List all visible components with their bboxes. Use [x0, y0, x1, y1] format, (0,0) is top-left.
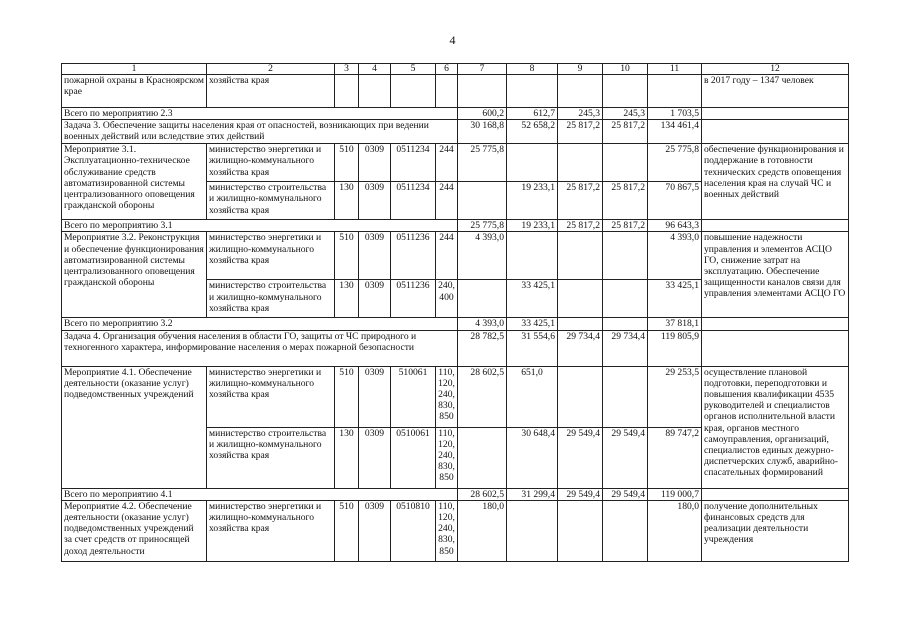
- expense-type-cell: 244: [436, 232, 458, 280]
- note-cell: осуществление плановой подготовки, переподготовки и повышения квалификации 4535 руководителей и специалистов органов исполнительной власти края, органов местного самоуправления, организаций, специалистов единых дежурно-диспетчерских служб, аварийно-спасательных формирований: [702, 366, 849, 488]
- org-cell: министерство энергетики и жилищно-коммунального хозяйства края: [207, 232, 335, 280]
- grbs-cell: 510: [335, 500, 359, 561]
- value-cell: 30 648,4: [507, 427, 558, 488]
- col-header: 9: [558, 64, 603, 75]
- grbs-cell: 130: [335, 182, 359, 220]
- value-cell: 70 867,5: [648, 182, 702, 220]
- value-cell: 28 782,5: [458, 330, 507, 366]
- total-row: [62, 220, 849, 232]
- section-cell: 0309: [359, 232, 391, 280]
- grbs-cell: 130: [335, 427, 359, 488]
- value-cell: 31 554,6: [507, 330, 558, 366]
- table-row: [62, 500, 849, 561]
- value-cell: 29 734,4: [603, 330, 648, 366]
- col-header: 12: [702, 64, 849, 75]
- value-cell: 245,3: [558, 108, 603, 120]
- table-row: [62, 144, 849, 182]
- target-item-cell: 0511234: [391, 182, 436, 220]
- task-row: [62, 330, 849, 366]
- col-header: 7: [458, 64, 507, 75]
- org-cell: министерство строительства и жилищно-коммунального хозяйства края: [207, 182, 335, 220]
- value-cell: 651,0: [507, 366, 558, 427]
- expense-type-cell: 110, 120, 240, 830, 850: [436, 500, 458, 561]
- grbs-cell: 130: [335, 280, 359, 318]
- value-cell: 29 549,4: [558, 427, 603, 488]
- col-header: 3: [335, 64, 359, 75]
- note-cell: в 2017 году – 1347 человек: [702, 75, 849, 108]
- task-row: [62, 120, 849, 144]
- task-label: Задача 3. Обеспечение защиты населения края от опасностей, возникающих при ведении военных действий или вследствие этих действий: [62, 120, 458, 144]
- budget-table: [61, 63, 849, 562]
- value-cell: 29 253,5: [648, 366, 702, 427]
- col-header: 1: [62, 64, 207, 75]
- expense-type-cell: 110, 120, 240, 830, 850: [436, 366, 458, 427]
- total-row: [62, 108, 849, 120]
- expense-type-cell: 110, 120, 240, 830, 850: [436, 427, 458, 488]
- value-cell: 33 425,1: [648, 280, 702, 318]
- section-cell: 0309: [359, 182, 391, 220]
- target-item-cell: 0511236: [391, 280, 436, 318]
- target-item-cell: 0510061: [391, 427, 436, 488]
- col-header: 11: [648, 64, 702, 75]
- col-header: 4: [359, 64, 391, 75]
- total-row: [62, 488, 849, 500]
- value-cell: 29 549,4: [603, 488, 648, 500]
- section-cell: 0309: [359, 500, 391, 561]
- total-label: Всего по мероприятию 3.2: [62, 318, 458, 330]
- total-label: Всего по мероприятию 2.3: [62, 108, 458, 120]
- expense-type-cell: 244: [436, 182, 458, 220]
- header-row: [62, 64, 849, 75]
- value-cell: 25 817,2: [603, 120, 648, 144]
- measure-name-cell: Мероприятие 4.2. Обеспечение деятельности (оказание услуг) подведомственных учреждений за счет средств от приносящей доход деятельности: [62, 500, 207, 561]
- section-cell: 0309: [359, 144, 391, 182]
- org-cell: министерство энергетики и жилищно-коммунального хозяйства края: [207, 500, 335, 561]
- section-cell: 0309: [359, 280, 391, 318]
- expense-type-cell: 240, 400: [436, 280, 458, 318]
- value-cell: 25 775,8: [458, 220, 507, 232]
- org-cell: министерство строительства и жилищно-коммунального хозяйства края: [207, 427, 335, 488]
- target-item-cell: 0511234: [391, 144, 436, 182]
- total-label: Всего по мероприятию 4.1: [62, 488, 458, 500]
- value-cell: 180,0: [648, 500, 702, 561]
- target-item-cell: 510061: [391, 366, 436, 427]
- target-item-cell: 0511236: [391, 232, 436, 280]
- value-cell: 25 817,2: [603, 220, 648, 232]
- value-cell: 28 602,5: [458, 488, 507, 500]
- value-cell: 4 393,0: [458, 232, 507, 280]
- grbs-cell: 510: [335, 232, 359, 280]
- value-cell: 28 602,5: [458, 366, 507, 427]
- value-cell: 25 817,2: [603, 182, 648, 220]
- value-cell: 30 168,8: [458, 120, 507, 144]
- measure-name-cell: Мероприятие 3.1. Эксплуатационно-техническое обслуживание средств автоматизированной системы централизованного оповещения гражданской обороны: [62, 144, 207, 220]
- value-cell: 25 817,2: [558, 120, 603, 144]
- col-header: 6: [436, 64, 458, 75]
- value-cell: 33 425,1: [507, 318, 558, 330]
- table-row: [62, 232, 849, 280]
- section-cell: 0309: [359, 366, 391, 427]
- measure-name-cell: пожарной охраны в Красноярском крае: [62, 75, 207, 108]
- value-cell: 612,7: [507, 108, 558, 120]
- value-cell: 31 299,4: [507, 488, 558, 500]
- org-cell: министерство энергетики и жилищно-коммунального хозяйства края: [207, 366, 335, 427]
- value-cell: 29 549,4: [603, 427, 648, 488]
- col-header: 2: [207, 64, 335, 75]
- value-cell: 25 775,8: [458, 144, 507, 182]
- value-cell: 37 818,1: [648, 318, 702, 330]
- org-cell: хозяйства края: [207, 75, 335, 108]
- target-item-cell: 0510810: [391, 500, 436, 561]
- table-row: [62, 75, 849, 108]
- task-label: Задача 4. Организация обучения населения в области ГО, защиты от ЧС природного и техногенного характера, информирование населения о мерах пожарной безопасности: [62, 330, 458, 366]
- note-cell: повышение надежности управления и элементов АСЦО ГО, снижение затрат на эксплуатацию. Обеспечение защищенности каналов связи для управления элементами АСЦО ГО: [702, 232, 849, 318]
- measure-name-cell: Мероприятие 4.1. Обеспечение деятельности (оказание услуг) подведомственных учреждений: [62, 366, 207, 488]
- grbs-cell: 510: [335, 144, 359, 182]
- table-row: [62, 366, 849, 427]
- note-cell: обеспечение функционирования и поддержание в готовности технических средств оповещения населения края на случай ЧС и военных действий: [702, 144, 849, 220]
- value-cell: 1 703,5: [648, 108, 702, 120]
- value-cell: 29 734,4: [558, 330, 603, 366]
- value-cell: 96 643,3: [648, 220, 702, 232]
- value-cell: 245,3: [603, 108, 648, 120]
- value-cell: 19 233,1: [507, 220, 558, 232]
- value-cell: 4 393,0: [458, 318, 507, 330]
- grbs-cell: 510: [335, 366, 359, 427]
- total-label: Всего по мероприятию 3.1: [62, 220, 458, 232]
- value-cell: 25 775,8: [648, 144, 702, 182]
- value-cell: 89 747,2: [648, 427, 702, 488]
- measure-name-cell: Мероприятие 3.2. Реконструкция и обеспечение функционирования автоматизированной системы централизованного оповещения гражданской обороны: [62, 232, 207, 318]
- value-cell: 25 817,2: [558, 182, 603, 220]
- value-cell: 119 000,7: [648, 488, 702, 500]
- value-cell: 33 425,1: [507, 280, 558, 318]
- value-cell: 134 461,4: [648, 120, 702, 144]
- value-cell: 4 393,0: [648, 232, 702, 280]
- total-row: [62, 318, 849, 330]
- col-header: 5: [391, 64, 436, 75]
- page-number: 4: [449, 33, 456, 47]
- value-cell: 600,2: [458, 108, 507, 120]
- value-cell: 52 658,2: [507, 120, 558, 144]
- value-cell: 19 233,1: [507, 182, 558, 220]
- note-cell: получение дополнительных финансовых средств для реализации деятельности учреждения: [702, 500, 849, 561]
- value-cell: 25 817,2: [558, 220, 603, 232]
- col-header: 8: [507, 64, 558, 75]
- org-cell: министерство строительства и жилищно-коммунального хозяйства края: [207, 280, 335, 318]
- section-cell: 0309: [359, 427, 391, 488]
- value-cell: 29 549,4: [558, 488, 603, 500]
- org-cell: министерство энергетики и жилищно-коммунального хозяйства края: [207, 144, 335, 182]
- value-cell: 180,0: [458, 500, 507, 561]
- col-header: 10: [603, 64, 648, 75]
- value-cell: 119 805,9: [648, 330, 702, 366]
- expense-type-cell: 244: [436, 144, 458, 182]
